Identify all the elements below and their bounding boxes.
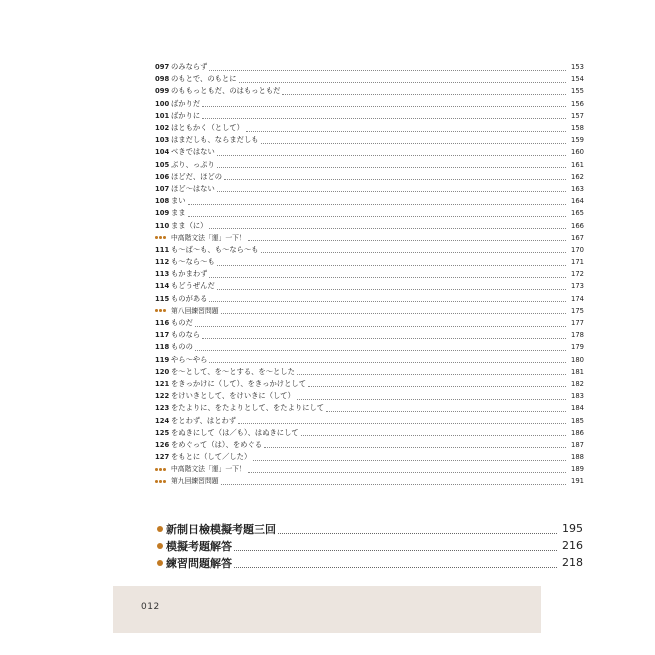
- dot-leader: [202, 118, 566, 119]
- entry-number: 112: [155, 258, 170, 267]
- entry-number: 110: [155, 221, 170, 230]
- triple-dot-icon: [155, 236, 171, 239]
- entry-number: 103: [155, 136, 170, 145]
- dot-leader: [297, 399, 566, 400]
- section-page: 216: [562, 539, 583, 552]
- toc-entry: [155, 122, 584, 134]
- dot-leader: [246, 131, 566, 132]
- entry-title: をもとに（して／した）: [171, 452, 252, 462]
- entry-number: 126: [155, 440, 170, 449]
- entry-number: 100: [155, 99, 170, 108]
- dot-leader: [209, 362, 566, 363]
- entry-title: をきっかけに（して）、をきっかけとして: [171, 378, 306, 388]
- dot-leader: [248, 472, 566, 473]
- entry-page: 163: [571, 184, 584, 193]
- dot-leader: [202, 106, 566, 107]
- section-page: 218: [562, 556, 583, 569]
- entry-title: のももっともだ、のはもっともだ: [171, 86, 281, 96]
- toc-entry: [155, 305, 584, 317]
- triple-dot-icon: [155, 480, 171, 483]
- toc-entry: [155, 207, 584, 219]
- dot-leader: [217, 289, 566, 290]
- entry-number: 114: [155, 282, 170, 291]
- toc-entry: [155, 439, 584, 451]
- section-entry: [157, 520, 583, 537]
- toc-entry: [155, 195, 584, 207]
- entry-number: 106: [155, 172, 170, 181]
- entry-page: 184: [571, 404, 584, 413]
- section-title: 新制日檢模擬考題三回: [166, 522, 276, 536]
- toc-entry: [155, 378, 584, 390]
- entry-title: のもとで、のもとに: [171, 74, 237, 84]
- section-title: 模擬考題解答: [166, 539, 232, 553]
- toc-entry: [155, 134, 584, 146]
- dot-leader: [261, 143, 566, 144]
- entry-title: をぬきにして（は／も）、はぬきにして: [171, 427, 299, 437]
- entry-title: ほど〜はない: [171, 183, 215, 193]
- entry-title: やら〜やら: [171, 354, 208, 364]
- entry-page: 161: [571, 160, 584, 169]
- dot-leader: [221, 484, 566, 485]
- triple-dot-icon: [155, 468, 171, 471]
- entry-page: 187: [571, 440, 584, 449]
- entry-number: 097: [155, 63, 170, 72]
- entry-page: 186: [571, 428, 584, 437]
- entry-page: 177: [571, 319, 584, 328]
- entry-title: べきではない: [171, 147, 215, 157]
- entry-title: まい: [171, 196, 186, 206]
- entry-number: 101: [155, 111, 170, 120]
- entry-title: まま（に）: [171, 220, 208, 230]
- entry-title: をけいきとして、をけいきに（して）: [171, 391, 295, 401]
- entry-number: 122: [155, 392, 170, 401]
- toc-entry: [155, 390, 584, 402]
- entry-page: 166: [571, 221, 584, 230]
- bullet-icon: [157, 543, 163, 549]
- entry-page: 181: [571, 367, 584, 376]
- entry-page: 175: [571, 306, 584, 315]
- toc-entry: [155, 402, 584, 414]
- toc-entry: [155, 293, 584, 305]
- dot-leader: [278, 533, 557, 534]
- entry-number: 099: [155, 87, 170, 96]
- dot-leader: [217, 155, 566, 156]
- dot-leader: [297, 374, 566, 375]
- entry-page: 189: [571, 465, 584, 474]
- entry-title: まま: [171, 208, 186, 218]
- book-page: [113, 22, 584, 633]
- toc-entry: [155, 317, 584, 329]
- dot-leader: [308, 386, 566, 387]
- entry-title: もかまわず: [171, 269, 208, 279]
- dot-leader: [209, 277, 566, 278]
- dot-leader: [209, 228, 566, 229]
- dot-leader: [221, 313, 566, 314]
- entry-number: 117: [155, 331, 170, 340]
- toc-entry: [155, 159, 584, 171]
- entry-title: ぶり、っぷり: [171, 159, 215, 169]
- dot-leader: [253, 460, 566, 461]
- dot-leader: [202, 338, 566, 339]
- entry-title: はまだしも、ならまだしも: [171, 135, 259, 145]
- entry-page: 179: [571, 343, 584, 352]
- entry-page: 165: [571, 209, 584, 218]
- dot-leader: [217, 167, 566, 168]
- dot-leader: [234, 567, 557, 568]
- toc-entry: [155, 232, 584, 244]
- entry-title: 中高階文法「運」一下！: [171, 233, 246, 242]
- entry-number: 113: [155, 270, 170, 279]
- toc-entry: [155, 268, 584, 280]
- entry-page: 174: [571, 294, 584, 303]
- entry-page: 178: [571, 331, 584, 340]
- entry-number: 124: [155, 416, 170, 425]
- entry-title: をたよりに、をたよりとして、をたよりにして: [171, 403, 325, 413]
- entry-title: 第九回練習問題: [171, 477, 219, 486]
- entry-page: 164: [571, 197, 584, 206]
- entry-page: 154: [571, 75, 584, 84]
- entry-number: 104: [155, 148, 170, 157]
- entry-number: 098: [155, 75, 170, 84]
- dot-leader: [195, 350, 566, 351]
- toc-entry: [155, 110, 584, 122]
- entry-page: 172: [571, 270, 584, 279]
- entry-page: 183: [571, 392, 584, 401]
- page-footer: [113, 586, 541, 633]
- dot-leader: [282, 94, 566, 95]
- dot-leader: [238, 423, 566, 424]
- dot-leader: [209, 70, 566, 71]
- entry-page: 185: [571, 416, 584, 425]
- entry-title: のみならず: [171, 62, 208, 72]
- toc-entry: [155, 73, 584, 85]
- entry-page: 180: [571, 355, 584, 364]
- entry-title: 第八回練習問題: [171, 306, 219, 315]
- dot-leader: [234, 550, 557, 551]
- dot-leader: [195, 326, 566, 327]
- entry-page: 171: [571, 258, 584, 267]
- toc-entry: [155, 61, 584, 73]
- dot-leader: [188, 216, 566, 217]
- entry-page: 170: [571, 245, 584, 254]
- entry-page: 160: [571, 148, 584, 157]
- entry-number: 123: [155, 404, 170, 413]
- dot-leader: [209, 301, 566, 302]
- entry-number: 105: [155, 160, 170, 169]
- dot-leader: [239, 82, 566, 83]
- entry-title: も〜ば〜も、も〜なら〜も: [171, 244, 259, 254]
- entry-page: 173: [571, 282, 584, 291]
- entry-number: 127: [155, 453, 170, 462]
- entry-number: 118: [155, 343, 170, 352]
- entry-number: 109: [155, 209, 170, 218]
- toc-entry: [155, 414, 584, 426]
- entry-page: 156: [571, 99, 584, 108]
- toc-entry: [155, 85, 584, 97]
- dot-leader: [326, 411, 566, 412]
- entry-number: 119: [155, 355, 170, 364]
- entry-title: を〜として、を〜とする、を〜とした: [171, 366, 295, 376]
- entry-title: ばかりだ: [171, 98, 201, 108]
- entry-page: 188: [571, 453, 584, 462]
- bullet-icon: [157, 560, 163, 566]
- toc-entry: [155, 171, 584, 183]
- entry-page: 158: [571, 124, 584, 133]
- entry-number: 121: [155, 379, 170, 388]
- toc-entry: [155, 354, 584, 366]
- entry-number: 125: [155, 428, 170, 437]
- dot-leader: [224, 179, 566, 180]
- entry-number: 120: [155, 367, 170, 376]
- entry-title: ほどだ、ほどの: [171, 171, 223, 181]
- entry-number: 102: [155, 124, 170, 133]
- dot-leader: [217, 265, 566, 266]
- entry-page: 167: [571, 233, 584, 242]
- entry-number: 115: [155, 294, 170, 303]
- bullet-icon: [157, 526, 163, 532]
- entry-page: 162: [571, 172, 584, 181]
- entry-number: 116: [155, 319, 170, 328]
- entry-title: ばかりに: [171, 110, 201, 120]
- toc-entry: [155, 451, 584, 463]
- section-list: [157, 520, 583, 571]
- dot-leader: [264, 447, 566, 448]
- entry-title: ものだ: [171, 318, 193, 328]
- toc-entry: [155, 366, 584, 378]
- entry-title: ものなら: [171, 330, 201, 340]
- entry-number: 107: [155, 184, 170, 193]
- entry-title: もどうぜんだ: [171, 281, 215, 291]
- dot-leader: [261, 252, 566, 253]
- entry-page: 159: [571, 136, 584, 145]
- entry-page: 157: [571, 111, 584, 120]
- toc-entry: [155, 280, 584, 292]
- toc-entry: [155, 244, 584, 256]
- entry-title: ものの: [171, 342, 193, 352]
- dot-leader: [248, 240, 566, 241]
- entry-page: 191: [571, 477, 584, 486]
- entry-page: 155: [571, 87, 584, 96]
- entry-page: 153: [571, 63, 584, 72]
- toc-entry: [155, 329, 584, 341]
- toc-entry: [155, 427, 584, 439]
- entry-title: をとわず、はとわず: [171, 415, 237, 425]
- entry-title: はともかく（として）: [171, 123, 244, 133]
- toc-entry: [155, 256, 584, 268]
- toc-entry: [155, 219, 584, 231]
- entry-page: 182: [571, 379, 584, 388]
- dot-leader: [301, 435, 566, 436]
- entry-title: 中高階文法「運」一下！: [171, 465, 246, 474]
- entry-title: ものがある: [171, 293, 208, 303]
- entry-number: 108: [155, 197, 170, 206]
- toc-entry: [155, 463, 584, 475]
- section-page: 195: [562, 522, 583, 535]
- section-entry: [157, 537, 583, 554]
- toc-entry: [155, 183, 584, 195]
- dot-leader: [217, 191, 566, 192]
- entry-title: をめぐって（は）、をめぐる: [171, 439, 263, 449]
- page-number: 012: [141, 602, 160, 612]
- toc-entry: [155, 98, 584, 110]
- section-title: 練習問題解答: [166, 556, 232, 570]
- table-of-contents: [155, 61, 584, 488]
- entry-title: も〜なら〜も: [171, 257, 215, 267]
- entry-number: 111: [155, 245, 170, 254]
- toc-entry: [155, 146, 584, 158]
- toc-entry: [155, 475, 584, 487]
- dot-leader: [188, 204, 566, 205]
- triple-dot-icon: [155, 309, 171, 312]
- section-entry: [157, 554, 583, 571]
- toc-entry: [155, 341, 584, 353]
